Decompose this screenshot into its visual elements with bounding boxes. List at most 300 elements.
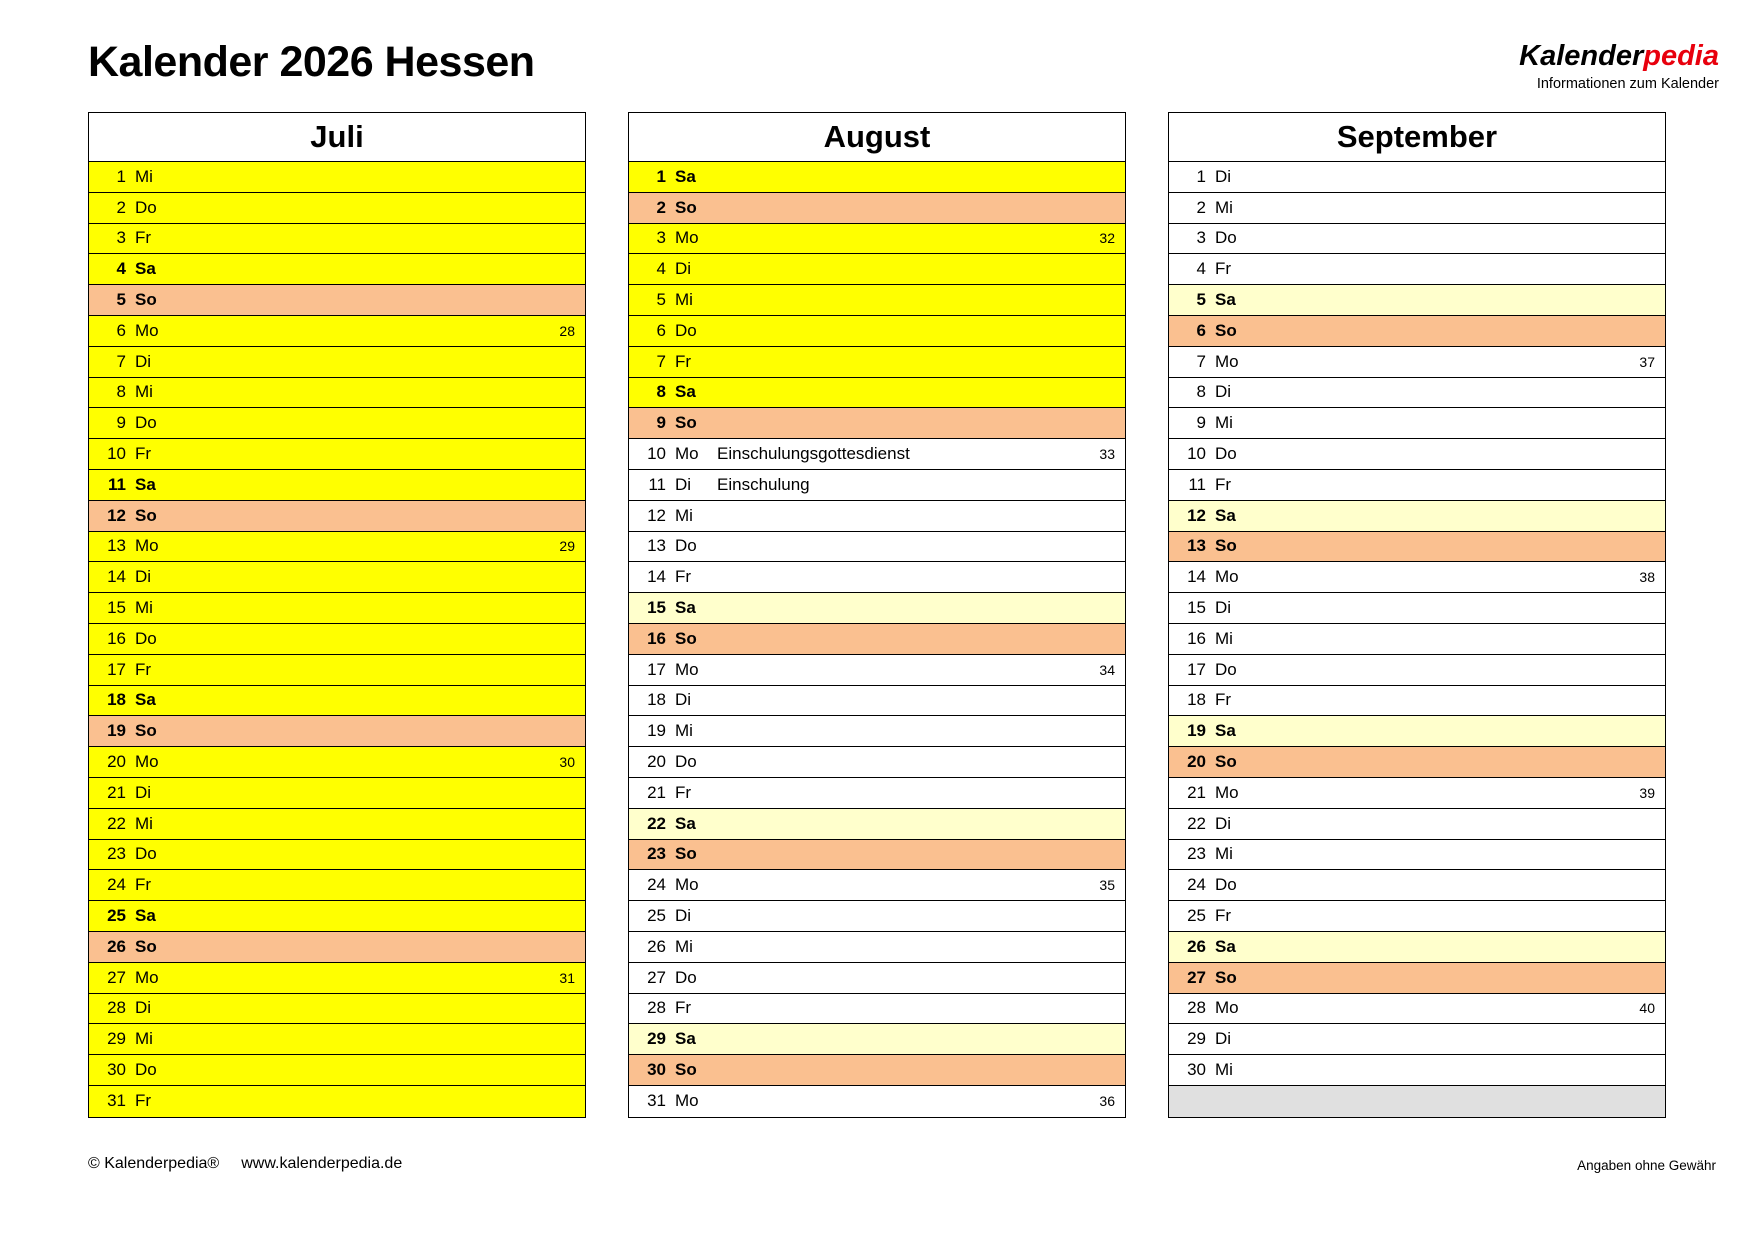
day-row — [629, 994, 1125, 1025]
week-number: 33 — [1099, 446, 1115, 463]
day-weekday: Mo — [135, 752, 159, 772]
day-number: 24 — [1187, 875, 1206, 895]
day-weekday: Mo — [1215, 782, 1239, 802]
day-number: 3 — [116, 228, 126, 248]
day-row — [89, 285, 585, 316]
day-row — [629, 747, 1125, 778]
day-weekday: Fr — [675, 567, 692, 587]
day-row — [89, 963, 585, 994]
week-number: 36 — [1099, 1093, 1115, 1110]
day-row — [1169, 686, 1665, 717]
day-number: 21 — [107, 782, 126, 802]
day-weekday: So — [1215, 320, 1237, 340]
day-weekday: Do — [1215, 659, 1237, 679]
day-weekday: So — [135, 721, 157, 741]
day-number: 8 — [656, 382, 666, 402]
day-row — [1169, 963, 1665, 994]
day-weekday: Mi — [675, 721, 693, 741]
day-weekday: Fr — [135, 228, 152, 248]
day-row — [629, 778, 1125, 809]
day-number: 14 — [107, 567, 126, 587]
day-number: 26 — [1187, 936, 1206, 956]
day-weekday: Sa — [675, 598, 696, 618]
day-row — [1169, 439, 1665, 470]
day-number: 28 — [1187, 998, 1206, 1018]
day-row — [1169, 747, 1665, 778]
month-column-august — [628, 112, 1126, 1118]
day-weekday: Mo — [675, 444, 699, 464]
day-weekday: Mo — [675, 1091, 699, 1111]
day-number: 10 — [647, 444, 666, 464]
day-number: 16 — [1187, 628, 1206, 648]
day-weekday: Sa — [675, 166, 696, 186]
day-row — [1169, 285, 1665, 316]
month-title: September — [1168, 112, 1666, 161]
day-weekday: Mo — [1215, 351, 1239, 371]
day-number: 9 — [1196, 413, 1206, 433]
day-row — [629, 285, 1125, 316]
day-row — [89, 686, 585, 717]
day-number: 23 — [107, 844, 126, 864]
day-weekday: Do — [135, 413, 157, 433]
day-number: 19 — [107, 721, 126, 741]
day-number: 6 — [116, 320, 126, 340]
day-weekday: Mi — [675, 505, 693, 525]
months-container — [0, 112, 1754, 1118]
day-number: 2 — [656, 197, 666, 217]
day-number: 4 — [656, 259, 666, 279]
day-weekday: Mi — [1215, 1060, 1233, 1079]
day-number: 8 — [1196, 382, 1206, 402]
day-number: 6 — [1196, 320, 1206, 340]
day-number: 13 — [1187, 536, 1206, 556]
day-row — [89, 932, 585, 963]
day-weekday: Fr — [675, 782, 692, 802]
day-row — [629, 1086, 1125, 1117]
day-row — [629, 316, 1125, 347]
day-row — [89, 655, 585, 686]
day-row — [629, 408, 1125, 439]
day-row — [629, 716, 1125, 747]
day-weekday: Sa — [675, 813, 696, 833]
brand-block — [1519, 42, 1719, 92]
brand-logo-part1: Kalender — [1519, 40, 1644, 72]
day-weekday: Mi — [1215, 844, 1233, 864]
day-row — [629, 532, 1125, 563]
day-number: 15 — [107, 598, 126, 618]
day-weekday: Mi — [135, 1029, 153, 1049]
month-column-juli — [88, 112, 586, 1118]
day-number: 12 — [107, 505, 126, 525]
day-number: 3 — [1196, 228, 1206, 248]
day-weekday: Mo — [135, 967, 159, 987]
day-number: 11 — [648, 474, 666, 494]
day-number: 30 — [1187, 1060, 1206, 1079]
day-row — [629, 655, 1125, 686]
day-row — [629, 686, 1125, 717]
day-weekday: Mi — [1215, 197, 1233, 217]
day-number: 7 — [1196, 351, 1206, 371]
week-number: 31 — [559, 969, 575, 986]
day-number: 18 — [1187, 690, 1206, 710]
day-row — [89, 193, 585, 224]
day-row — [1169, 162, 1665, 193]
day-weekday: Do — [1215, 228, 1237, 248]
day-row — [89, 347, 585, 378]
day-row — [89, 408, 585, 439]
day-weekday: So — [675, 628, 697, 648]
day-weekday: Mi — [135, 166, 153, 186]
day-row — [1169, 901, 1665, 932]
day-row — [1169, 408, 1665, 439]
day-weekday: Di — [1215, 1029, 1232, 1049]
day-number: 21 — [1187, 782, 1206, 802]
day-number: 6 — [656, 320, 666, 340]
day-weekday: Sa — [135, 474, 156, 494]
day-note: Einschulungsgottesdienst — [717, 444, 910, 464]
day-row — [89, 470, 585, 501]
day-row — [1169, 624, 1665, 655]
week-number: 30 — [559, 754, 575, 771]
day-number: 2 — [1196, 197, 1206, 217]
day-weekday: Sa — [135, 259, 156, 279]
day-weekday: Di — [1215, 166, 1232, 186]
week-number: 38 — [1639, 569, 1655, 586]
day-row — [1169, 224, 1665, 255]
day-number: 30 — [647, 1060, 666, 1079]
day-weekday: Sa — [135, 906, 156, 926]
day-number: 26 — [647, 936, 666, 956]
day-weekday: Do — [135, 628, 157, 648]
day-weekday: Do — [675, 752, 697, 772]
day-row — [1169, 501, 1665, 532]
day-number: 9 — [116, 413, 126, 433]
day-weekday: Do — [135, 1060, 157, 1079]
day-weekday: So — [675, 413, 697, 433]
day-number: 4 — [116, 259, 126, 279]
day-weekday: Do — [135, 844, 157, 864]
day-row — [89, 994, 585, 1025]
day-row — [1169, 994, 1665, 1025]
month-title: Juli — [88, 112, 586, 161]
day-number: 27 — [647, 967, 666, 987]
day-row — [89, 593, 585, 624]
day-number: 25 — [107, 906, 126, 926]
day-number: 16 — [107, 628, 126, 648]
day-number: 7 — [656, 351, 666, 371]
day-weekday: Di — [135, 351, 152, 371]
footer-url: www.kalenderpedia.de — [241, 1155, 403, 1172]
day-row — [89, 162, 585, 193]
day-row — [89, 254, 585, 285]
day-row — [629, 193, 1125, 224]
day-row — [89, 624, 585, 655]
day-weekday: Mi — [135, 813, 153, 833]
day-weekday: Fr — [135, 444, 152, 464]
day-weekday: Fr — [135, 659, 152, 679]
day-number: 19 — [1187, 721, 1206, 741]
day-number: 4 — [1196, 259, 1206, 279]
filler-row — [1169, 1086, 1665, 1117]
day-row — [1169, 870, 1665, 901]
day-number: 29 — [107, 1029, 126, 1049]
day-number: 5 — [1196, 290, 1206, 310]
day-weekday: Di — [675, 259, 692, 279]
brand-logo — [1519, 42, 1719, 71]
day-row — [89, 901, 585, 932]
day-weekday: So — [135, 505, 157, 525]
day-row — [629, 870, 1125, 901]
day-weekday: Mo — [675, 228, 699, 248]
day-weekday: So — [135, 290, 157, 310]
day-number: 27 — [1187, 967, 1206, 987]
day-number: 2 — [116, 197, 126, 217]
day-number: 21 — [647, 782, 666, 802]
day-weekday: Di — [1215, 382, 1232, 402]
day-weekday: Di — [1215, 598, 1232, 618]
day-number: 16 — [647, 628, 666, 648]
day-number: 12 — [1187, 505, 1206, 525]
day-number: 5 — [116, 290, 126, 310]
day-number: 22 — [1187, 813, 1206, 833]
day-row — [1169, 809, 1665, 840]
day-number: 25 — [647, 906, 666, 926]
day-number: 25 — [1187, 906, 1206, 926]
day-row — [1169, 470, 1665, 501]
day-number: 17 — [647, 659, 666, 679]
day-number: 14 — [647, 567, 666, 587]
day-row — [89, 316, 585, 347]
day-number: 10 — [1187, 444, 1206, 464]
day-number: 14 — [1187, 567, 1206, 587]
month-day-list — [88, 161, 586, 1118]
day-weekday: Di — [135, 782, 152, 802]
day-weekday: Do — [135, 197, 157, 217]
day-weekday: Di — [675, 906, 692, 926]
day-row — [1169, 778, 1665, 809]
day-number: 29 — [1187, 1029, 1206, 1049]
day-row — [629, 254, 1125, 285]
day-weekday: Do — [1215, 444, 1237, 464]
day-row — [629, 1024, 1125, 1055]
day-row — [89, 532, 585, 563]
day-weekday: Mo — [135, 320, 159, 340]
day-row — [629, 593, 1125, 624]
day-number: 17 — [107, 659, 126, 679]
day-weekday: Mi — [135, 382, 153, 402]
day-number: 12 — [647, 505, 666, 525]
day-number: 7 — [116, 351, 126, 371]
day-weekday: Sa — [1215, 290, 1236, 310]
day-row — [629, 378, 1125, 409]
day-weekday: Mo — [675, 875, 699, 895]
day-weekday: Fr — [135, 875, 152, 895]
day-weekday: Do — [675, 536, 697, 556]
week-number: 28 — [559, 322, 575, 339]
day-number: 1 — [116, 166, 126, 186]
day-number: 20 — [647, 752, 666, 772]
day-number: 17 — [1187, 659, 1206, 679]
month-column-september — [1168, 112, 1666, 1118]
day-row — [89, 809, 585, 840]
day-row — [89, 870, 585, 901]
day-number: 31 — [647, 1091, 666, 1111]
day-row — [1169, 840, 1665, 871]
day-weekday: Di — [1215, 813, 1232, 833]
day-weekday: So — [1215, 967, 1237, 987]
day-number: 18 — [647, 690, 666, 710]
day-weekday: So — [1215, 536, 1237, 556]
day-weekday: Do — [675, 320, 697, 340]
day-number: 28 — [107, 998, 126, 1018]
month-day-list — [1168, 161, 1666, 1118]
day-weekday: Sa — [1215, 936, 1236, 956]
day-number: 23 — [647, 844, 666, 864]
day-number: 31 — [107, 1091, 126, 1111]
day-row — [89, 1024, 585, 1055]
day-weekday: Di — [135, 998, 152, 1018]
day-weekday: Fr — [135, 1091, 152, 1111]
day-row — [1169, 193, 1665, 224]
day-row — [629, 809, 1125, 840]
day-weekday: Sa — [1215, 721, 1236, 741]
day-weekday: So — [1215, 752, 1237, 772]
day-row — [1169, 532, 1665, 563]
day-weekday: Sa — [675, 382, 696, 402]
day-number: 24 — [107, 875, 126, 895]
day-weekday: Sa — [675, 1029, 696, 1049]
week-number: 37 — [1639, 353, 1655, 370]
day-number: 20 — [1187, 752, 1206, 772]
month-title: August — [628, 112, 1126, 161]
day-weekday: Fr — [1215, 906, 1232, 926]
day-weekday: So — [675, 1060, 697, 1079]
day-number: 10 — [107, 444, 126, 464]
day-weekday: So — [675, 844, 697, 864]
day-row — [1169, 378, 1665, 409]
day-row — [1169, 562, 1665, 593]
day-number: 29 — [647, 1029, 666, 1049]
week-number: 35 — [1099, 877, 1115, 894]
day-row — [89, 778, 585, 809]
day-row — [89, 439, 585, 470]
day-row — [89, 840, 585, 871]
day-row — [1169, 316, 1665, 347]
footer-copyright: © Kalenderpedia® — [88, 1155, 220, 1172]
day-number: 26 — [107, 936, 126, 956]
day-row — [1169, 593, 1665, 624]
day-row — [89, 1086, 585, 1117]
day-row — [89, 378, 585, 409]
day-weekday: Do — [675, 967, 697, 987]
day-weekday: Mo — [1215, 998, 1239, 1018]
day-weekday: Fr — [1215, 474, 1232, 494]
day-weekday: Fr — [1215, 259, 1232, 279]
day-note: Einschulung — [717, 474, 810, 494]
day-row — [629, 932, 1125, 963]
day-weekday: Mo — [1215, 567, 1239, 587]
day-number: 1 — [1196, 166, 1206, 186]
day-row — [1169, 347, 1665, 378]
day-weekday: Di — [675, 474, 692, 494]
day-weekday: Di — [135, 567, 152, 587]
day-row — [89, 747, 585, 778]
day-weekday: Di — [675, 690, 692, 710]
day-number: 22 — [107, 813, 126, 833]
day-weekday: Mi — [1215, 628, 1233, 648]
footer-left — [88, 1155, 402, 1173]
page-title: Kalender 2026 Hessen — [88, 38, 535, 86]
day-number: 5 — [656, 290, 666, 310]
day-row — [1169, 1055, 1665, 1086]
day-row — [629, 347, 1125, 378]
day-number: 19 — [647, 721, 666, 741]
day-number: 1 — [656, 166, 666, 186]
day-row — [629, 162, 1125, 193]
brand-subtitle: Informationen zum Kalender — [1536, 76, 1719, 92]
day-number: 9 — [656, 413, 666, 433]
day-row — [629, 1055, 1125, 1086]
day-row — [89, 501, 585, 532]
day-weekday: Fr — [675, 351, 692, 371]
day-number: 11 — [1188, 474, 1206, 494]
day-row — [629, 624, 1125, 655]
day-number: 3 — [656, 228, 666, 248]
day-weekday: Sa — [135, 690, 156, 710]
week-number: 29 — [559, 538, 575, 555]
page-header — [0, 0, 1754, 108]
day-row — [629, 439, 1125, 470]
day-weekday: Fr — [675, 998, 692, 1018]
week-number: 40 — [1639, 1000, 1655, 1017]
day-number: 13 — [107, 536, 126, 556]
day-number: 27 — [107, 967, 126, 987]
day-number: 22 — [647, 813, 666, 833]
day-row — [629, 963, 1125, 994]
day-number: 23 — [1187, 844, 1206, 864]
week-number: 39 — [1639, 784, 1655, 801]
month-day-list — [628, 161, 1126, 1118]
day-number: 13 — [647, 536, 666, 556]
day-number: 18 — [107, 690, 126, 710]
day-weekday: So — [675, 197, 697, 217]
day-weekday: Mi — [1215, 413, 1233, 433]
day-row — [629, 840, 1125, 871]
day-row — [1169, 1024, 1665, 1055]
day-number: 28 — [647, 998, 666, 1018]
day-row — [1169, 254, 1665, 285]
day-number: 11 — [108, 474, 126, 494]
day-weekday: Mo — [135, 536, 159, 556]
day-weekday: Mo — [675, 659, 699, 679]
day-row — [629, 562, 1125, 593]
day-weekday: Mi — [675, 936, 693, 956]
day-row — [629, 470, 1125, 501]
footer-disclaimer: Angaben ohne Gewähr — [1577, 1158, 1716, 1173]
day-number: 15 — [1187, 598, 1206, 618]
day-weekday: So — [135, 936, 157, 956]
day-row — [89, 224, 585, 255]
day-row — [89, 716, 585, 747]
day-weekday: Sa — [1215, 505, 1236, 525]
day-weekday: Mi — [675, 290, 693, 310]
day-row — [89, 562, 585, 593]
day-number: 30 — [107, 1060, 126, 1079]
day-row — [629, 224, 1125, 255]
day-weekday: Mi — [135, 598, 153, 618]
week-number: 34 — [1099, 661, 1115, 678]
day-number: 8 — [116, 382, 126, 402]
